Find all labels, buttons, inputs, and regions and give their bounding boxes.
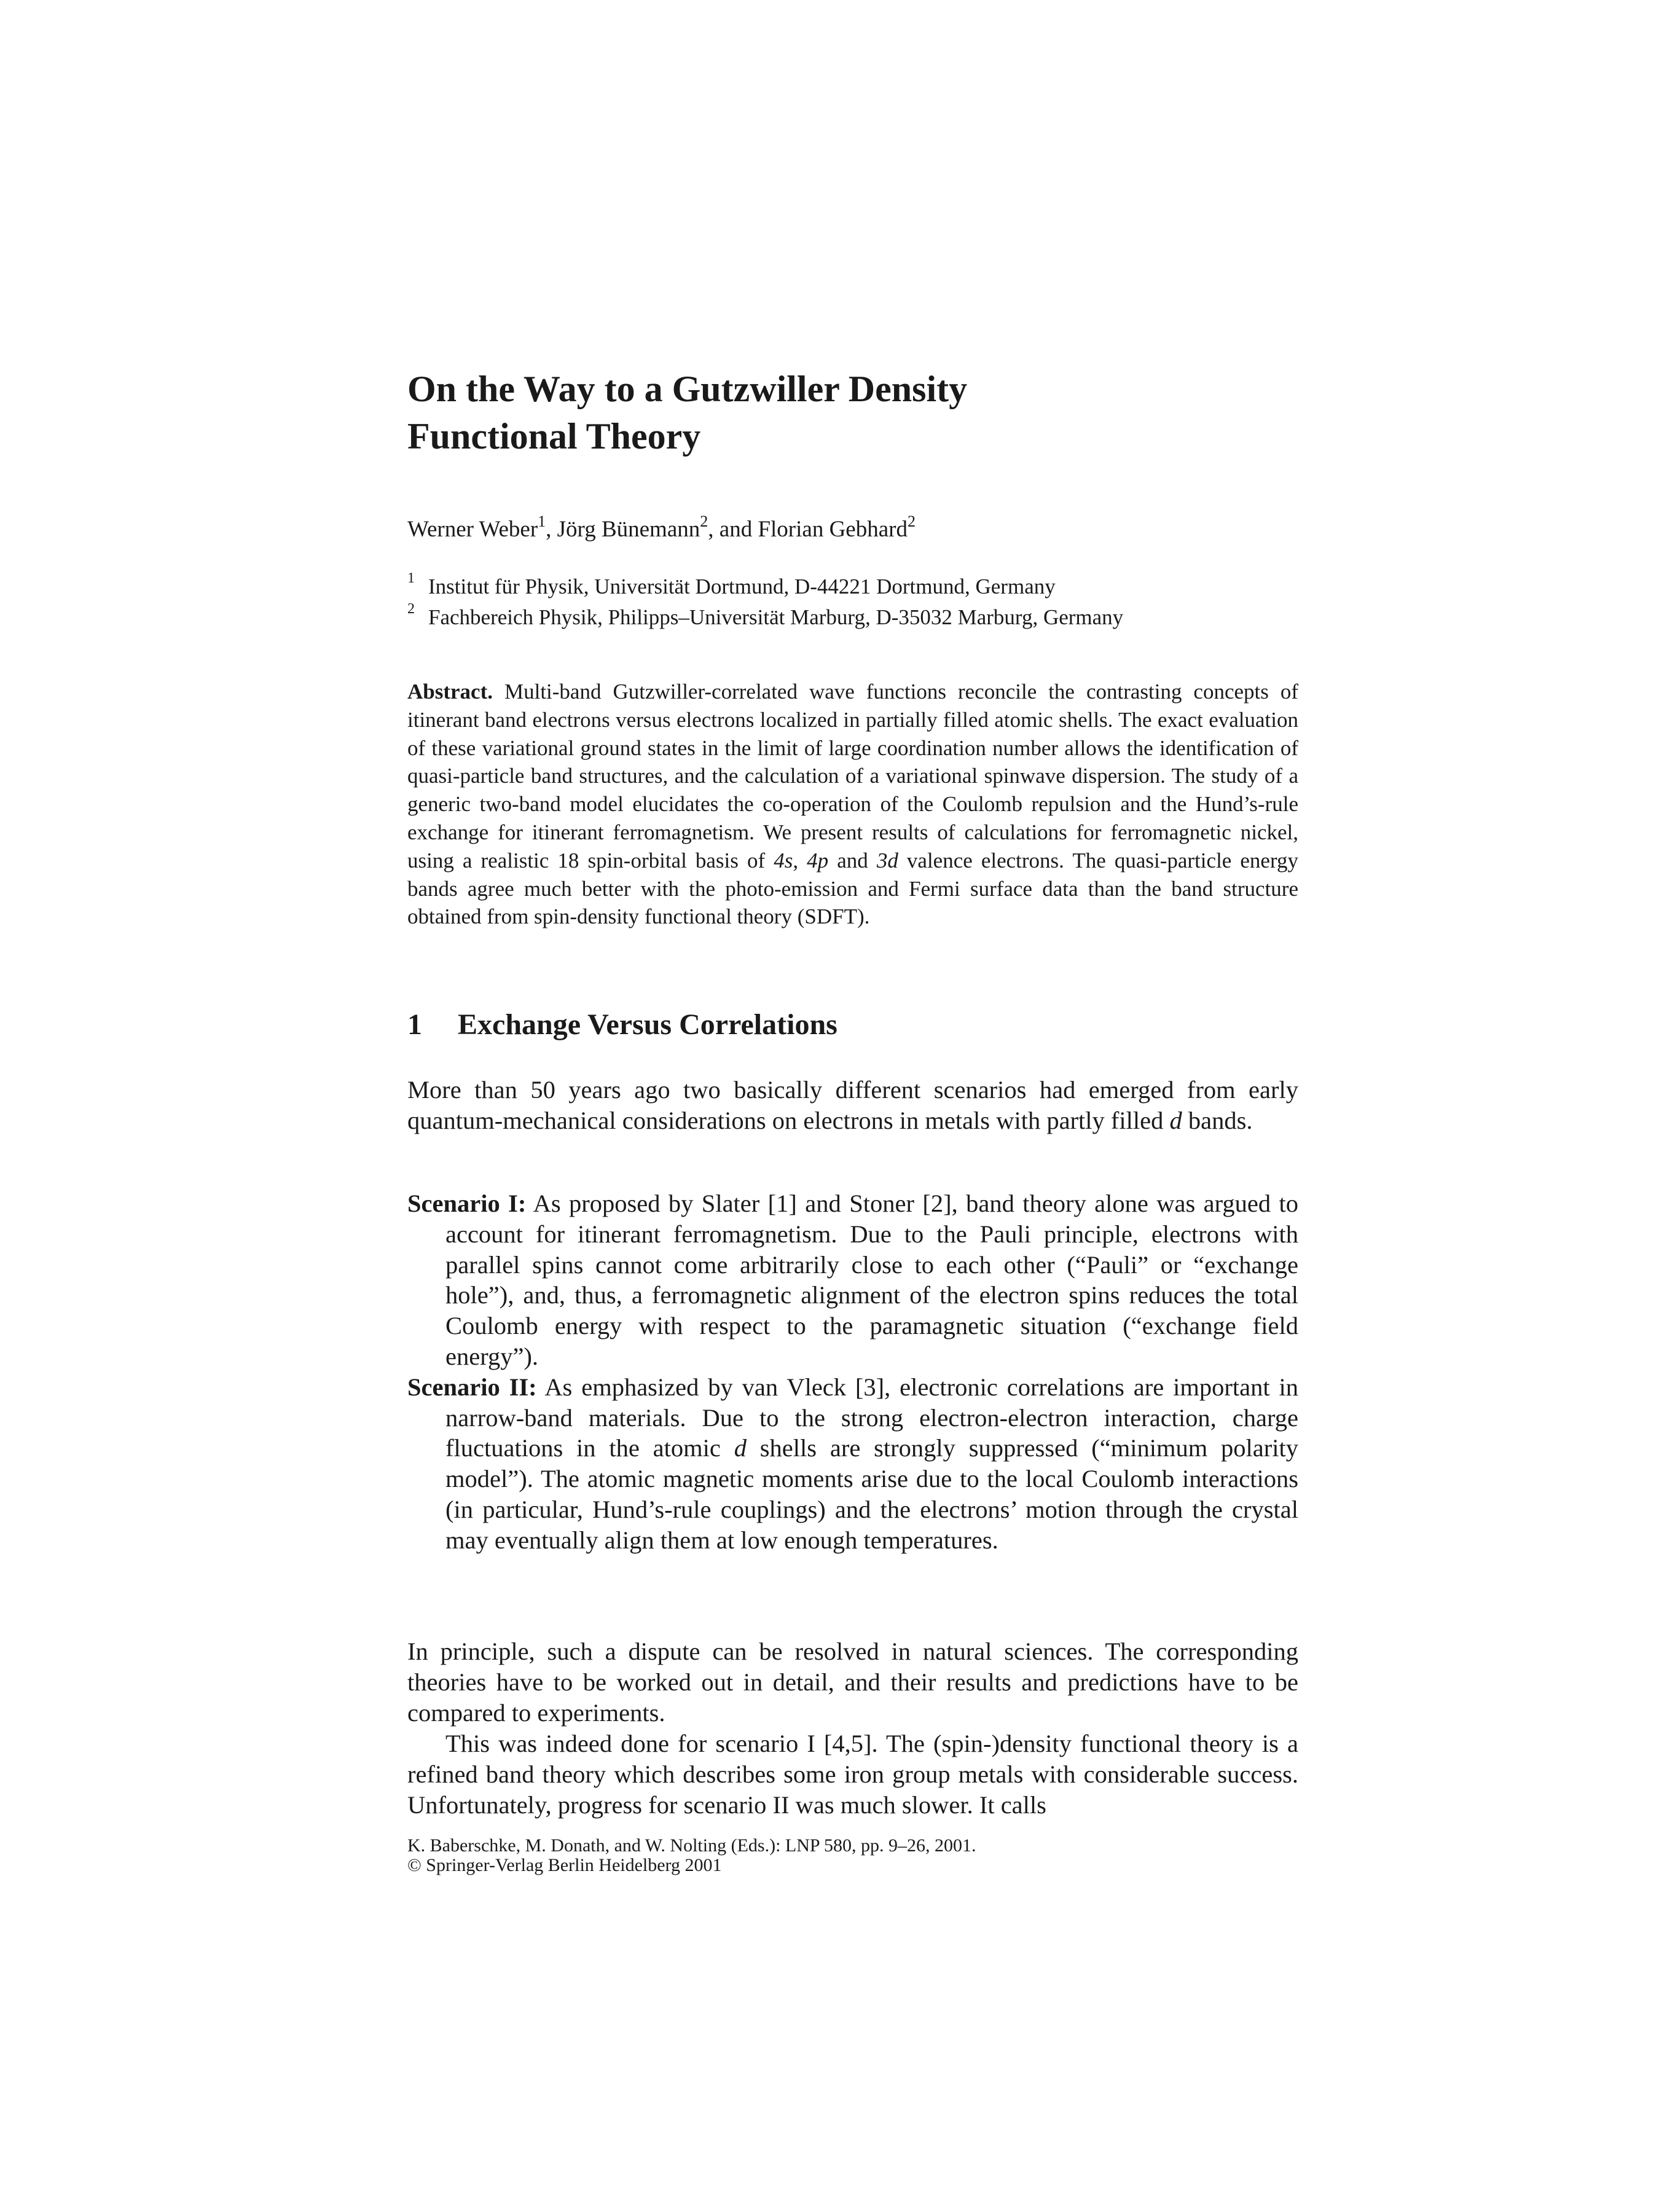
scenario-item: Scenario II: As emphasized by van Vleck [3], electronic correlations are important in narrow-band materials. Due to the strong electron-electron interaction, charge fluctuations in the atomic d shells are strongly suppressed (“minimum polarity model”). The atomic magnetic moments arise due to the local Coulomb interactions (in particular, Hund’s-rule couplings) and the electrons’ motion through the crystal may eventually align them at low enough temperatures.	[407, 1373, 1299, 1554]
author-name: Werner Weber	[407, 517, 538, 542]
paper-title	[407, 366, 1298, 460]
title-line-2: Functional Theory	[407, 416, 701, 457]
author-affiliation-mark: 1	[538, 512, 546, 530]
body-paragraph: This was indeed done for scenario I [4,5]. The (spin-)density functional theory is a refined band theory which describes some iron group metals with considerable success. Unfortunately, progress for scenario II was much slower. It calls	[407, 1730, 1298, 1819]
scenario-label: Scenario II:	[407, 1373, 537, 1401]
author-affiliation-mark: 2	[907, 512, 916, 530]
scenario-item: Scenario I: As proposed by Slater [1] and Stoner [2], band theory alone was argued to account for itinerant ferromagnetism. Due to the Pauli principle, electrons with parallel spins cannot come arbitrarily close to each other (“Pauli” or “exchange hole”), and, thus, a ferromagnetic alignment of the electron spins reduces the total Coulomb energy with respect to the paramagnetic situation (“exchange field energy”).	[407, 1190, 1299, 1370]
abstract-label: Abstract.	[407, 680, 493, 704]
abstract: Abstract. Multi-band Gutzwiller-correlated wave functions reconcile the contrasting concepts of itinerant band electrons versus electrons localized in partially filled atomic shells. The exact evaluation of these variational ground states in the limit of large coordination number allows the identification of quasi-particle band structures, and the calculation of a variational spinwave dispersion. The study of a generic two-band model elucidates the co-operation of the Coulomb repulsion and the Hund’s-rule exchange for itinerant ferromagnetism. We present results of calculations for ferromagnetic nickel, using a realistic 18 spin-orbital basis of 4s, 4p and 3d valence electrons. The quasi-particle energy bands agree much better with the photo-emission and Fermi surface data than the band structure obtained from spin-density functional theory (SDFT).	[407, 680, 1299, 929]
body-paragraph: More than 50 years ago two basically different scenarios had emerged from early quantum-mechanical considerations on electrons in metals with partly filled d bands.	[407, 1076, 1298, 1134]
footer-citation: K. Baberschke, M. Donath, and W. Nolting (Eds.): LNP 580, pp. 9–26, 2001.	[407, 1835, 976, 1856]
affiliation: 2 Fachbereich Physik, Philipps–Universität Marburg, D-35032 Marburg, Germany	[407, 601, 1124, 629]
section-title: Exchange Versus Correlations	[458, 1008, 837, 1041]
section-heading	[407, 1008, 1298, 1041]
title-line-1: On the Way to a Gutzwiller Density	[407, 369, 968, 409]
body-paragraph: In principle, such a dispute can be resolved in natural sciences. The corresponding theories have to be worked out in detail, and their results and predictions have to be compared to experiments.	[407, 1637, 1298, 1727]
author-name: Jörg Bünemann	[557, 517, 700, 542]
author-list: Werner Weber$^1$, Jörg Bünemann$^2$, and Florian Gebhard$^2$	[407, 512, 916, 542]
page-footer	[407, 1836, 1298, 1875]
author-affiliation-mark: 2	[700, 512, 708, 530]
affiliation-list	[407, 571, 1298, 633]
footer-copyright: © Springer-Verlag Berlin Heidelberg 2001	[407, 1855, 722, 1875]
author-name: Florian Gebhard	[758, 517, 908, 542]
scenario-list	[407, 1188, 1298, 1556]
section-number: 1	[407, 1008, 422, 1041]
affiliation: 1 Institut für Physik, Universität Dortmund, D-44221 Dortmund, Germany	[407, 570, 1056, 598]
scenario-label: Scenario I:	[407, 1190, 527, 1217]
